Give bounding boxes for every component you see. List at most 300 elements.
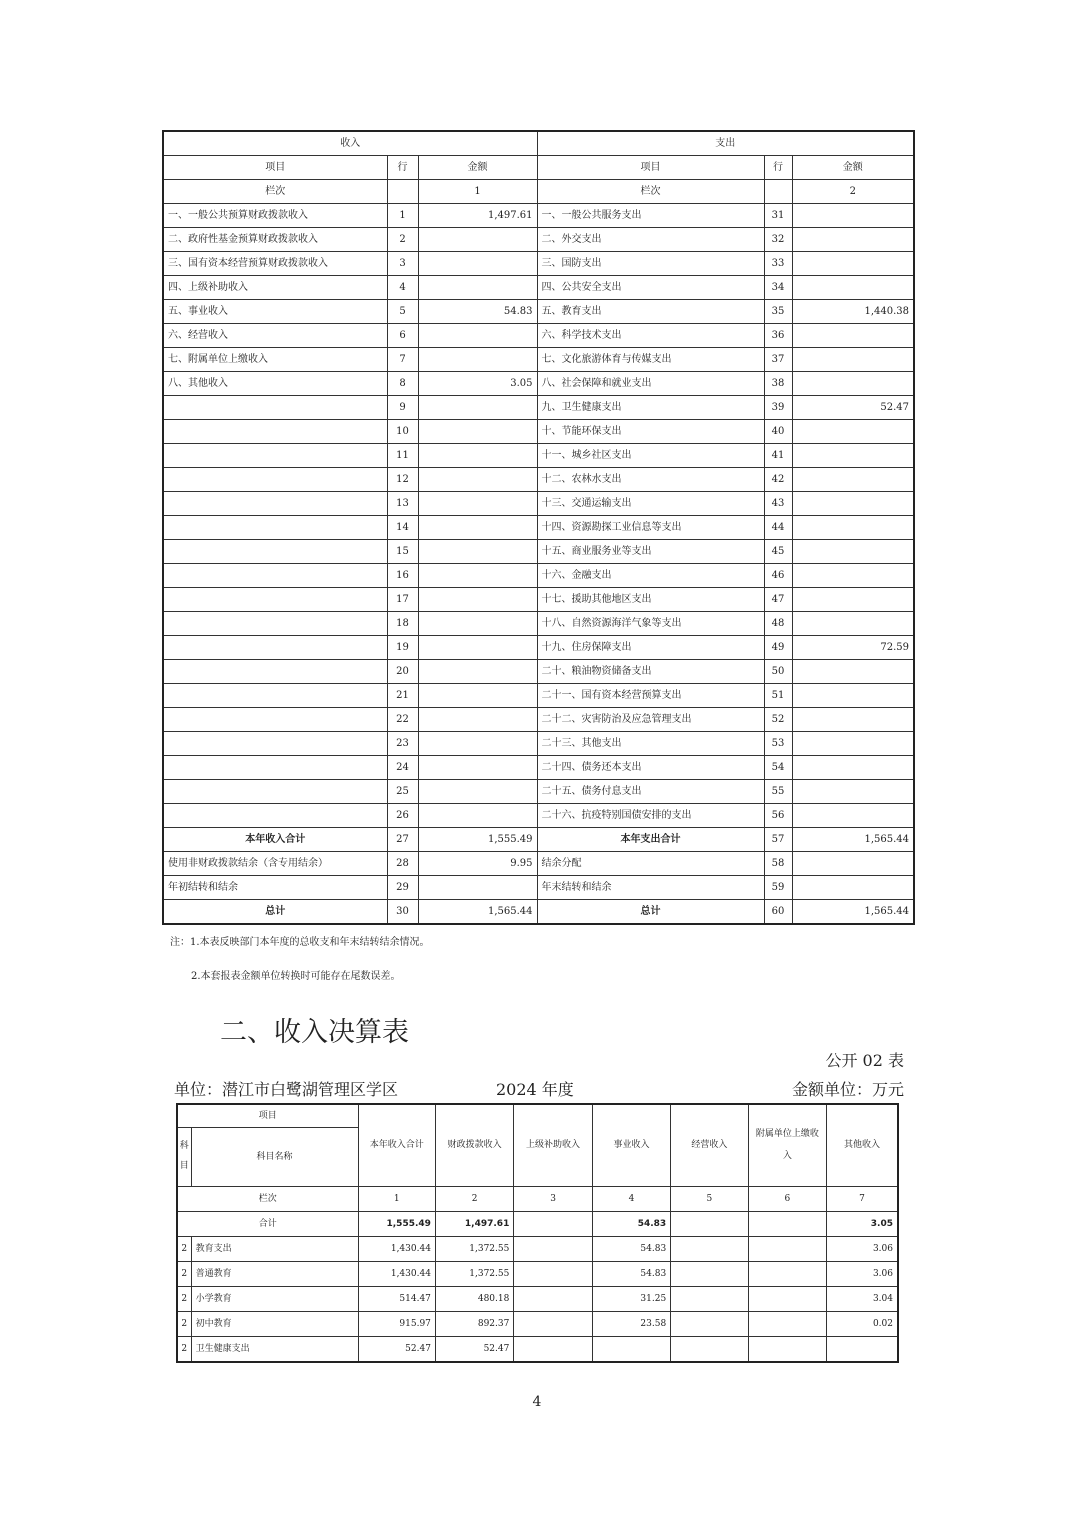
- income-row-number: 18: [387, 612, 418, 636]
- income-row-number: 9: [387, 396, 418, 420]
- income-row-number: 4: [387, 276, 418, 300]
- expense-amount: [792, 732, 914, 756]
- income-row-number: 3: [387, 252, 418, 276]
- money-unit-label: 金额单位：万元: [791, 1080, 904, 1099]
- income-row-number: 14: [387, 516, 418, 540]
- expense-item: 九、卫生健康支出: [537, 396, 764, 420]
- income-item: [163, 684, 387, 708]
- table-row: [177, 1312, 898, 1337]
- table2-row-value: [671, 1312, 748, 1337]
- expense-amount: [792, 372, 914, 396]
- expense-item: 二十、粮油物资储备支出: [537, 660, 764, 684]
- table-row: [163, 372, 914, 396]
- expense-row-number: 41: [764, 444, 792, 468]
- table2-row-value: 0.02: [827, 1312, 898, 1337]
- expense-row-number: 53: [764, 732, 792, 756]
- table-row: [163, 708, 914, 732]
- expense-amount: [792, 444, 914, 468]
- income-item: [163, 588, 387, 612]
- income-item: [163, 660, 387, 684]
- table2-row-code: 2: [177, 1287, 191, 1312]
- table2-row-value: 1,430.44: [358, 1237, 435, 1262]
- expense-amount: [792, 420, 914, 444]
- income-amount: [418, 276, 537, 300]
- table2-lanci-row: [177, 1187, 898, 1212]
- income-item-header: 项目: [163, 156, 387, 180]
- income-amount: [418, 324, 537, 348]
- expense-item: 十六、金融支出: [537, 564, 764, 588]
- table2-lanci-label: 栏次: [177, 1187, 358, 1212]
- table-row: [163, 876, 914, 900]
- table-row: [163, 732, 914, 756]
- table2-row-value: [748, 1312, 826, 1337]
- lanci-label: 栏次: [163, 180, 387, 204]
- table2-header-row-1: [177, 1104, 898, 1128]
- table2-lanci-number: 1: [358, 1187, 435, 1212]
- expense-amount: 1,565.44: [792, 900, 914, 925]
- table2-row-code: 2: [177, 1262, 191, 1287]
- table-row: [163, 468, 914, 492]
- expense-row-number: 37: [764, 348, 792, 372]
- expense-item-header: 项目: [537, 156, 764, 180]
- expense-item: 总计: [537, 900, 764, 925]
- table2-total-label: 合计: [177, 1212, 358, 1237]
- table2-row-name: 普通教育: [191, 1262, 358, 1287]
- table2-col-5-header: 经营收入: [671, 1104, 748, 1187]
- table2-code-header: [177, 1128, 191, 1187]
- table2-row-value: 1,372.55: [435, 1237, 513, 1262]
- expense-item: 二十一、国有资本经营预算支出: [537, 684, 764, 708]
- table-row: [163, 252, 914, 276]
- table2-row-name: 卫生健康支出: [191, 1337, 358, 1363]
- expense-row-number: 33: [764, 252, 792, 276]
- table2-row-value: 52.47: [435, 1337, 513, 1363]
- expense-row-number: 40: [764, 420, 792, 444]
- expense-amount: [792, 204, 914, 228]
- expense-item: 五、教育支出: [537, 300, 764, 324]
- table2-row-name: 教育支出: [191, 1237, 358, 1262]
- table2-col-3-header: 上级补助收入: [514, 1104, 592, 1187]
- income-row-number: 28: [387, 852, 418, 876]
- expense-item: 十八、自然资源海洋气象等支出: [537, 612, 764, 636]
- expense-amount: [792, 756, 914, 780]
- income-row-number: 27: [387, 828, 418, 852]
- note-1: 注：1.本表反映部门本年度的总收支和年末结转结余情况。: [170, 937, 430, 948]
- income-amount: [418, 612, 537, 636]
- page-number: 4: [532, 1394, 542, 1410]
- income-item: [163, 612, 387, 636]
- table2-col-6-header-line1: 附属单位上缴收: [755, 1128, 819, 1139]
- table-number: 公开 02 表: [825, 1051, 904, 1070]
- table2-col-6-header-line2: 入: [782, 1150, 792, 1161]
- expense-amount: [792, 492, 914, 516]
- income-row-number: 23: [387, 732, 418, 756]
- expense-row-number: 46: [764, 564, 792, 588]
- expense-row-number: 39: [764, 396, 792, 420]
- table-row: [163, 636, 914, 660]
- expense-item: 三、国防支出: [537, 252, 764, 276]
- income-amount-header: 金额: [418, 156, 537, 180]
- table-row: [163, 612, 914, 636]
- income-row-number: 5: [387, 300, 418, 324]
- table2-total-value: 1,497.61: [435, 1212, 513, 1237]
- table2-total-value: 54.83: [592, 1212, 670, 1237]
- table-row: [177, 1262, 898, 1287]
- income-item: 总计: [163, 900, 387, 925]
- table-row: [163, 588, 914, 612]
- table2-col-2-header: 财政拨款收入: [435, 1104, 513, 1187]
- income-row-number: 11: [387, 444, 418, 468]
- table-row: [163, 660, 914, 684]
- income-row-number: 21: [387, 684, 418, 708]
- table2-row-value: [671, 1262, 748, 1287]
- expense-row-number: 36: [764, 324, 792, 348]
- table2-row-value: 3.06: [827, 1237, 898, 1262]
- expense-amount: [792, 804, 914, 828]
- table2-row-value: [592, 1337, 670, 1363]
- table-row: [163, 852, 914, 876]
- income-amount: [418, 348, 537, 372]
- expense-item: 本年支出合计: [537, 828, 764, 852]
- income-item: [163, 708, 387, 732]
- expense-item: 二、外交支出: [537, 228, 764, 252]
- lanci-expense-col: 2: [792, 180, 914, 204]
- income-row-number: 29: [387, 876, 418, 900]
- lanci-empty: [764, 180, 792, 204]
- table-row: [163, 804, 914, 828]
- expense-item: 二十二、灾害防治及应急管理支出: [537, 708, 764, 732]
- table-row: [163, 492, 914, 516]
- table2-total-value: 3.05: [827, 1212, 898, 1237]
- table2-row-value: [514, 1262, 592, 1287]
- expense-amount: [792, 852, 914, 876]
- income-row-number: 1: [387, 204, 418, 228]
- income-amount: [418, 588, 537, 612]
- table2-row-value: [748, 1287, 826, 1312]
- table2-code-header-a: 科: [179, 1141, 189, 1152]
- table2-row-value: 23.58: [592, 1312, 670, 1337]
- table2-row-value: 3.04: [827, 1287, 898, 1312]
- expense-item: 二十三、其他支出: [537, 732, 764, 756]
- expense-item: 十九、住房保障支出: [537, 636, 764, 660]
- expense-item: 结余分配: [537, 852, 764, 876]
- expense-row-number: 50: [764, 660, 792, 684]
- income-row-number: 15: [387, 540, 418, 564]
- expense-amount: 1,440.38: [792, 300, 914, 324]
- table-row: [163, 300, 914, 324]
- income-amount: [418, 420, 537, 444]
- income-amount: [418, 780, 537, 804]
- income-row-number: 2: [387, 228, 418, 252]
- income-item: [163, 420, 387, 444]
- table2-row-value: [748, 1262, 826, 1287]
- table2-lanci-number: 2: [435, 1187, 513, 1212]
- expense-item: 一、一般公共服务支出: [537, 204, 764, 228]
- table2-row-code: 2: [177, 1237, 191, 1262]
- income-row-number: 26: [387, 804, 418, 828]
- income-item: [163, 564, 387, 588]
- table2-row-value: 54.83: [592, 1262, 670, 1287]
- table2-lanci-number: 4: [592, 1187, 670, 1212]
- table2-col-1-header: 本年收入合计: [358, 1104, 435, 1187]
- income-item: 本年收入合计: [163, 828, 387, 852]
- income-item: 四、上级补助收入: [163, 276, 387, 300]
- income-item: [163, 804, 387, 828]
- expense-row-number: 31: [764, 204, 792, 228]
- table-row: [163, 684, 914, 708]
- table-row: [163, 204, 914, 228]
- income-row-number: 17: [387, 588, 418, 612]
- table2-row-value: [827, 1337, 898, 1363]
- income-final-accounts-table: [176, 1103, 899, 1363]
- table2-row-value: 1,372.55: [435, 1262, 513, 1287]
- income-item: 八、其他收入: [163, 372, 387, 396]
- income-amount: 3.05: [418, 372, 537, 396]
- income-row-number: 12: [387, 468, 418, 492]
- column-header-row: [163, 156, 914, 180]
- expense-row-number: 58: [764, 852, 792, 876]
- expense-row-number: 34: [764, 276, 792, 300]
- expense-amount: 52.47: [792, 396, 914, 420]
- table2-col-4-header: 事业收入: [592, 1104, 670, 1187]
- expense-item: 十一、城乡社区支出: [537, 444, 764, 468]
- table2-row-value: [748, 1237, 826, 1262]
- table-row: [163, 756, 914, 780]
- income-amount: [418, 516, 537, 540]
- table2-total-row: [177, 1212, 898, 1237]
- expense-row-number: 52: [764, 708, 792, 732]
- income-row-number: 20: [387, 660, 418, 684]
- table2-row-value: [514, 1287, 592, 1312]
- income-row-number: 8: [387, 372, 418, 396]
- income-item: 七、附属单位上缴收入: [163, 348, 387, 372]
- table2-row-value: 54.83: [592, 1237, 670, 1262]
- income-row-number: 25: [387, 780, 418, 804]
- expense-amount: [792, 588, 914, 612]
- income-item: 六、经营收入: [163, 324, 387, 348]
- income-amount: [418, 684, 537, 708]
- expense-amount: [792, 228, 914, 252]
- income-item: [163, 516, 387, 540]
- income-item: [163, 468, 387, 492]
- income-amount: 1,497.61: [418, 204, 537, 228]
- lanci-label: 栏次: [537, 180, 764, 204]
- expense-amount: [792, 612, 914, 636]
- income-amount: 1,565.44: [418, 900, 537, 925]
- income-row-number: 30: [387, 900, 418, 925]
- income-amount: 9.95: [418, 852, 537, 876]
- income-amount: [418, 540, 537, 564]
- table2-row-value: 915.97: [358, 1312, 435, 1337]
- income-item: [163, 492, 387, 516]
- expense-item: 十七、援助其他地区支出: [537, 588, 764, 612]
- expense-item: 八、社会保障和就业支出: [537, 372, 764, 396]
- income-item: 五、事业收入: [163, 300, 387, 324]
- income-expense-summary-table: [162, 130, 915, 925]
- income-item: [163, 540, 387, 564]
- expense-row-number: 45: [764, 540, 792, 564]
- expense-amount: [792, 540, 914, 564]
- expense-item: 十三、交通运输支出: [537, 492, 764, 516]
- table-row: [163, 420, 914, 444]
- lanci-empty: [387, 180, 418, 204]
- table-row: [163, 396, 914, 420]
- expense-row-number: 38: [764, 372, 792, 396]
- expense-amount: [792, 564, 914, 588]
- table2-lanci-number: 6: [748, 1187, 826, 1212]
- table2-row-value: 3.06: [827, 1262, 898, 1287]
- table-row: [163, 444, 914, 468]
- expense-row-number: 42: [764, 468, 792, 492]
- income-amount: [418, 636, 537, 660]
- table2-row-value: [671, 1287, 748, 1312]
- income-amount: [418, 564, 537, 588]
- expense-row-number: 48: [764, 612, 792, 636]
- expense-amount: 72.59: [792, 636, 914, 660]
- table2-name-header: 科目名称: [191, 1128, 358, 1187]
- expense-item: 年末结转和结余: [537, 876, 764, 900]
- table-row: [163, 540, 914, 564]
- income-amount: [418, 492, 537, 516]
- table2-row-value: 892.37: [435, 1312, 513, 1337]
- income-amount: 54.83: [418, 300, 537, 324]
- income-row-number: 19: [387, 636, 418, 660]
- table2-row-value: [671, 1337, 748, 1363]
- income-row-number: 6: [387, 324, 418, 348]
- expense-item: 二十四、债务还本支出: [537, 756, 764, 780]
- table-header-row: [163, 131, 914, 156]
- expense-item: 十五、商业服务业等支出: [537, 540, 764, 564]
- table-row: [163, 348, 914, 372]
- table2-row-name: 初中教育: [191, 1312, 358, 1337]
- expense-amount: [792, 276, 914, 300]
- expense-row-number: 55: [764, 780, 792, 804]
- income-amount: [418, 252, 537, 276]
- income-amount: [418, 228, 537, 252]
- table2-row-name: 小学教育: [191, 1287, 358, 1312]
- table-row: [177, 1337, 898, 1363]
- expense-amount: [792, 708, 914, 732]
- income-amount: [418, 756, 537, 780]
- table2-row-value: [514, 1237, 592, 1262]
- table2-total-value: [748, 1212, 826, 1237]
- subtotal-row: [163, 828, 914, 852]
- expense-amount: [792, 876, 914, 900]
- income-item: [163, 444, 387, 468]
- income-amount: [418, 444, 537, 468]
- expense-row-number: 44: [764, 516, 792, 540]
- expense-item: 六、科学技术支出: [537, 324, 764, 348]
- expense-amount: [792, 516, 914, 540]
- expense-item: 二十五、债务付息支出: [537, 780, 764, 804]
- income-amount: [418, 804, 537, 828]
- income-amount: [418, 876, 537, 900]
- expense-amount-header: 金额: [792, 156, 914, 180]
- income-item: [163, 732, 387, 756]
- table2-row-code: 2: [177, 1312, 191, 1337]
- table-row: [163, 564, 914, 588]
- expense-row-number: 43: [764, 492, 792, 516]
- table2-total-value: [671, 1212, 748, 1237]
- income-item: [163, 780, 387, 804]
- income-row-header: 行: [387, 156, 418, 180]
- table2-total-value: 1,555.49: [358, 1212, 435, 1237]
- lanci-row: [163, 180, 914, 204]
- expense-amount: [792, 780, 914, 804]
- year-label: 2024 年度: [496, 1080, 574, 1099]
- expense-row-number: 57: [764, 828, 792, 852]
- expense-row-number: 32: [764, 228, 792, 252]
- table2-row-value: [514, 1312, 592, 1337]
- income-item: [163, 756, 387, 780]
- table-row: [177, 1287, 898, 1312]
- table2-col-7-header: 其他收入: [827, 1104, 898, 1187]
- table2-code-header-b: 目: [179, 1161, 189, 1171]
- table2-col-6-header: [748, 1104, 826, 1187]
- income-amount: [418, 732, 537, 756]
- expense-amount: [792, 660, 914, 684]
- table-row: [163, 276, 914, 300]
- income-row-number: 22: [387, 708, 418, 732]
- table-row: [163, 516, 914, 540]
- expense-item: 十二、农林水支出: [537, 468, 764, 492]
- table-row: [163, 228, 914, 252]
- expense-amount: [792, 252, 914, 276]
- expense-amount: [792, 468, 914, 492]
- table2-lanci-number: 3: [514, 1187, 592, 1212]
- income-item: 二、政府性基金预算财政拨款收入: [163, 228, 387, 252]
- expense-row-number: 49: [764, 636, 792, 660]
- income-item: 三、国有资本经营预算财政拨款收入: [163, 252, 387, 276]
- expense-header: 支出: [537, 131, 914, 156]
- table-row: [163, 780, 914, 804]
- table2-row-value: [748, 1337, 826, 1363]
- expense-row-number: 54: [764, 756, 792, 780]
- table2-row-value: 514.47: [358, 1287, 435, 1312]
- income-row-number: 10: [387, 420, 418, 444]
- income-row-number: 16: [387, 564, 418, 588]
- note-2: 2.本套报表金额单位转换时可能存在尾数误差。: [191, 971, 401, 982]
- expense-row-number: 47: [764, 588, 792, 612]
- expense-amount: [792, 348, 914, 372]
- expense-item: 十、节能环保支出: [537, 420, 764, 444]
- table2-row-code: 2: [177, 1337, 191, 1363]
- table2-row-value: 1,430.44: [358, 1262, 435, 1287]
- income-item: [163, 396, 387, 420]
- section-title: 二、收入决算表: [220, 1017, 409, 1048]
- table2-row-value: 480.18: [435, 1287, 513, 1312]
- table2-row-value: [671, 1237, 748, 1262]
- expense-row-number: 60: [764, 900, 792, 925]
- income-amount: 1,555.49: [418, 828, 537, 852]
- table2-total-value: [514, 1212, 592, 1237]
- table2-item-header: 项目: [177, 1104, 358, 1128]
- table2-lanci-number: 7: [827, 1187, 898, 1212]
- expense-amount: 1,565.44: [792, 828, 914, 852]
- expense-row-number: 56: [764, 804, 792, 828]
- income-item: [163, 636, 387, 660]
- table-row: [163, 324, 914, 348]
- expense-row-number: 35: [764, 300, 792, 324]
- income-amount: [418, 660, 537, 684]
- income-header: 收入: [163, 131, 537, 156]
- expense-item: 七、文化旅游体育与传媒支出: [537, 348, 764, 372]
- expense-row-number: 51: [764, 684, 792, 708]
- expense-row-number: 59: [764, 876, 792, 900]
- table2-row-value: [514, 1337, 592, 1363]
- income-item: 使用非财政拨款结余（含专用结余）: [163, 852, 387, 876]
- expense-item: 二十六、抗疫特别国债安排的支出: [537, 804, 764, 828]
